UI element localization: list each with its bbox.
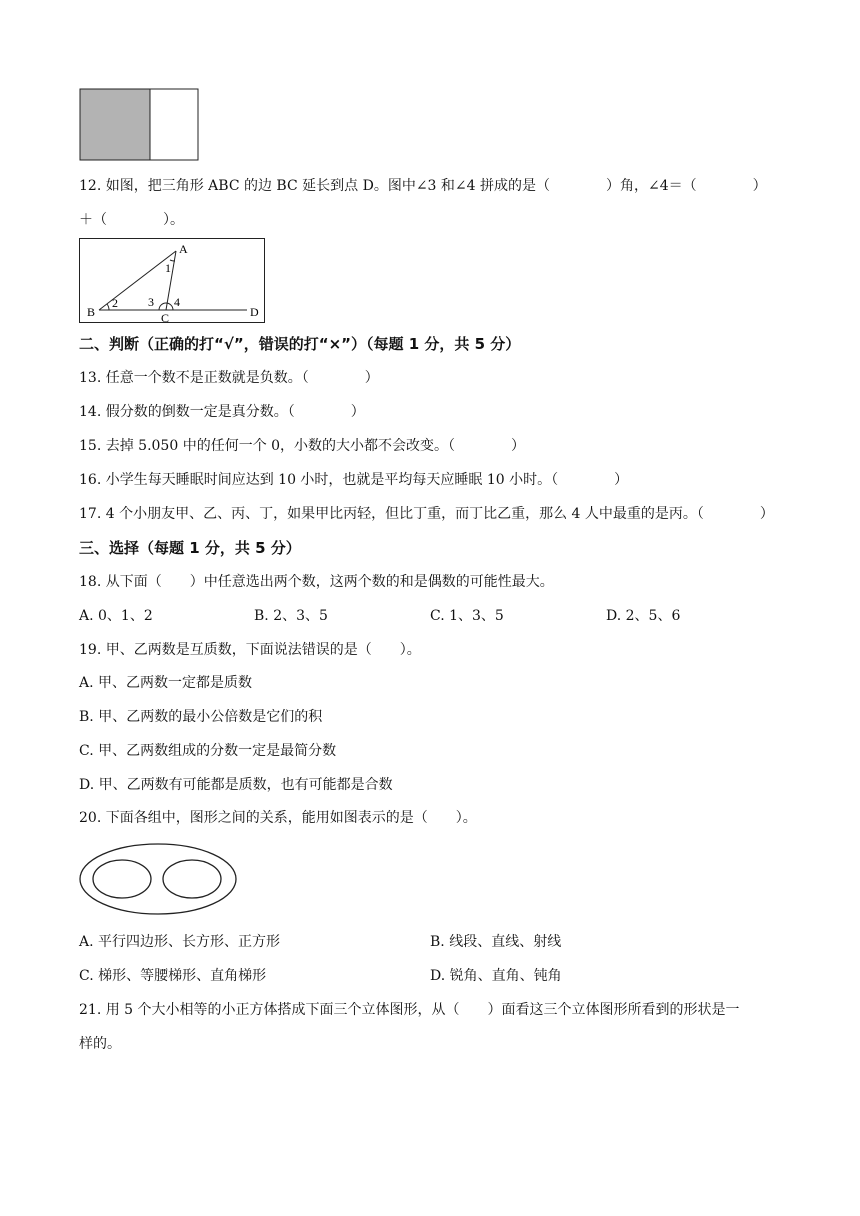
label-2: 2 (112, 296, 118, 310)
triangle-abc-figure (79, 238, 267, 324)
q18-option-d: D. 2、5、6 (606, 608, 681, 624)
q13: 13. 任意一个数不是正数就是负数。（ ） (79, 370, 379, 386)
q20-option-a: A. 平行四边形、长方形、正方形 (79, 934, 281, 950)
label-c: C (161, 311, 170, 324)
q12-line2: ＋（ ）。 (79, 212, 184, 228)
q21-line2: 样的。 (79, 1036, 121, 1052)
outer-ellipse (80, 844, 236, 914)
q18-stem: 18. 从下面（ ）中任意选出两个数，这两个数的和是偶数的可能性最大。 (79, 574, 554, 590)
unshaded-part (150, 89, 198, 160)
section-2-heading: 二、判断（正确的打“√”，错误的打“×”）（每题 1 分，共 5 分） (79, 335, 521, 353)
q18-option-a: A. 0、1、2 (79, 608, 153, 624)
label-d: D (250, 305, 259, 319)
label-3: 3 (148, 295, 154, 309)
label-4: 4 (174, 295, 180, 309)
q19-option-c: C. 甲、乙两数组成的分数一定是最简分数 (79, 743, 337, 759)
segment-ba (99, 251, 176, 310)
q18-option-c: C. 1、3、5 (430, 608, 504, 624)
q20-option-d: D. 锐角、直角、钝角 (430, 968, 562, 984)
q12-line1: 12. 如图，把三角形 ABC 的边 BC 延长到点 D。图中∠3 和∠4 拼成的是（ ）角，∠4＝（ ） (79, 178, 767, 194)
fraction-rectangle-figure (79, 88, 201, 162)
angle-2-arc (107, 304, 109, 310)
q21-line1: 21. 用 5 个大小相等的小正方体搭成下面三个立体图形，从（ ）面看这三个立体图形所看到的形状是一 (79, 1002, 740, 1018)
section-3-heading: 三、选择（每题 1 分，共 5 分） (79, 539, 301, 557)
shaded-part (80, 89, 150, 160)
q19-option-a: A. 甲、乙两数一定都是质数 (79, 675, 253, 691)
q19-stem: 19. 甲、乙两数是互质数，下面说法错误的是（ ）。 (79, 642, 421, 658)
q20-option-b: B. 线段、直线、射线 (430, 934, 562, 950)
inner-ellipse-right (163, 860, 221, 898)
label-a: A (179, 242, 188, 256)
q19-option-d: D. 甲、乙两数有可能都是质数，也有可能都是合数 (79, 777, 393, 793)
q14: 14. 假分数的倒数一定是真分数。（ ） (79, 404, 365, 420)
q20-stem: 20. 下面各组中，图形之间的关系，能用如图表示的是（ ）。 (79, 810, 477, 826)
q15: 15. 去掉 5.050 中的任何一个 0，小数的大小都不会改变。（ ） (79, 438, 526, 454)
q16: 16. 小学生每天睡眠时间应达到 10 小时，也就是平均每天应睡眠 10 小时。（ ） (79, 472, 629, 488)
label-1: 1 (165, 261, 171, 275)
label-b: B (87, 305, 96, 319)
q19-option-b: B. 甲、乙两数的最小公倍数是它们的积 (79, 709, 323, 725)
inner-ellipse-left (93, 860, 151, 898)
q20-option-c: C. 梯形、等腰梯形、直角梯形 (79, 968, 267, 984)
ellipse-relation-figure (78, 842, 240, 918)
q18-option-b: B. 2、3、5 (254, 608, 328, 624)
q17: 17. 4 个小朋友甲、乙、丙、丁，如果甲比丙轻，但比丁重，而丁比乙重，那么 4 人中最重的是丙。（ ） (79, 506, 774, 522)
